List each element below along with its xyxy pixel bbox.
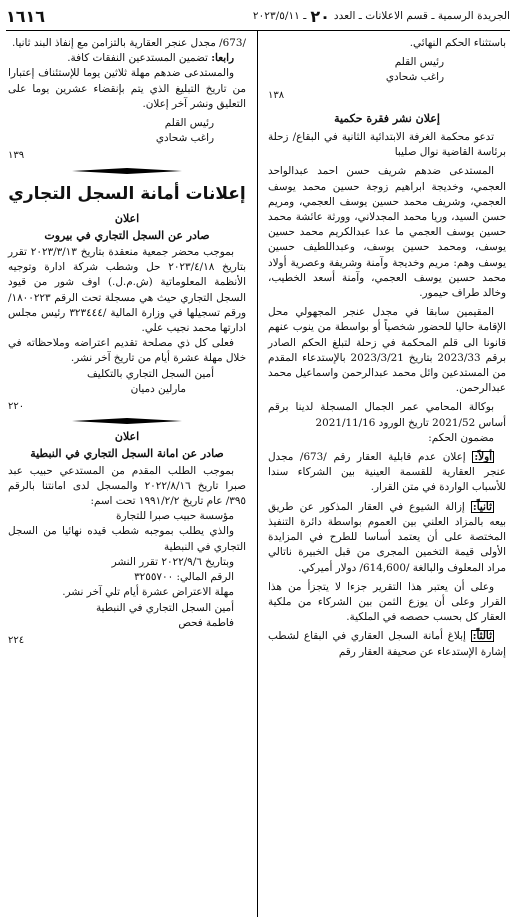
right-column — [268, 36, 506, 660]
signature-name: راغب شحادي — [385, 71, 444, 84]
section-title: إعلانات أمانة السجل التجاري — [8, 183, 246, 204]
notice-title: إعلان نشر فقرة حكمية — [334, 111, 440, 125]
signature-name: مارلين دميان — [130, 382, 186, 395]
item-text: إزالة الشيوع في العقار المذكور عن طريق بيعه بالمزاد العلني بين العموم بواسطة دائرة التنفيذ المختصة على أن يعتمد أساسا للطرح في المزايدة الأولى قيمة التخمين المجرى من قبل الخبيرة ناتالي مراد المعلوف والبالغة /614,600/ دولار أميركي. — [268, 500, 506, 574]
signature-title: رئيس القلم — [394, 56, 444, 69]
ad-number: ١٣٨ — [268, 89, 285, 101]
ad-number: ٢٢٠ — [8, 401, 25, 413]
item-text: إعلان عدم قابلية العقار رقم /673/ مجدل عنجر العقارية للقسمة العينية بين الشركاء سندا للأسباب الواردة في متن القرار. — [268, 451, 506, 494]
signature-title: رئيس القلم — [164, 117, 214, 130]
ornament-divider — [8, 417, 246, 425]
notice-paragraph: المستدعى ضدهم شريف حسن احمد عبدالواحد العجمي، وخديجة ابراهيم زوجة حسين محمد يوسف العجمي، وشريف محمد حسين يوسف العجمي، ومريم حسن السيد، وريا محمد المجدلاني، وورثة عائشة محمد حسين يوسف العجمي ما عدا عبدالكريم محمد حسين يوسف، ومحمد حسين يوسف، وعبداللطيف حسين يوسف وهم: مريم وخديجة وآمنة وشريفة وعصرية أولاد محمد حسين يوسف العجمي، وآمنة أسعد الخطيب، وخالد طراف حيمور. — [268, 165, 506, 300]
ad-paragraph: والذي يطلب بموجبه شطب قيده نهائيا من السجل التجاري في النبطية — [8, 525, 246, 553]
ad-paragraph: فعلى كل ذي مصلحة تقديم اعتراضه وملاحظاته في خلال مهلة عشرة أيام من تاريخ آخر نشر. — [8, 337, 246, 365]
continued-text: /673/ مجدل عنجر العقارية بالتزامن مع إنفاذ البند ثانيا. — [11, 37, 246, 49]
judgment-item-fourth — [8, 51, 246, 66]
appeal-text: والمستدعى ضدهم مهلة ثلاثين يوما للإستئناف إعتبارا من تاريخ التبليغ الذي يتم بإنقضاء عشرين يوما على التعليق ونشر آخر إعلان. — [8, 67, 246, 110]
judgment-item-third — [268, 629, 506, 659]
issue-number: ٢٠ — [310, 7, 330, 27]
ad-number: ٢٢٤ — [8, 634, 25, 646]
notice-intro: تدعو محكمة الغرفة الابتدائية الثانية في البقاع/ زحلة برئاسة القاضية نوال صليبا — [268, 131, 506, 159]
item-text: إبلاغ أمانة السجل العقاري في البقاع لشطب إشارة الإستدعاء عن صحيفة العقار رقم — [268, 630, 506, 658]
notice-paragraph: المقيمين سابقا في مجدل عنجر المجهولي محل الإقامة حاليا للحضور شخصياً أو بواسطة من ينوب عنهم قانونا الى قلم المحكمة في زحلة لتبلغ الحكم الصادر برقم 2023/33 بتاريخ 2023/3/21 بالإستدعاء المقدم من المستدعين وائل محمد عبدالرحمن واسماعيل محمد عبدالرحمن. — [268, 306, 506, 395]
ad-paragraph: مؤسسة حبيب صبرا للتجارة — [116, 510, 234, 523]
ad-paragraph: الرقم المالي: ٣٢٥٥٧٠٠ — [134, 571, 234, 584]
ad-paragraph: بموجب الطلب المقدم من المستدعي حبيب عبد صبرا تاريخ ٢٠٢٢/٨/١٦ والمسجل لدى امانتنا بالرقم ٣٩٥/ عام تاريخ ١٩٩١/٢/٢ تحت اسم: — [8, 464, 246, 508]
ad-paragraph: وبتاريخ ٢٠٢٢/٩/٦ تقرر النشر — [111, 555, 234, 568]
signature-name: راغب شحادي — [155, 132, 214, 145]
page-number: ١٦١٦ — [6, 7, 46, 27]
notice-paragraph: بوكالة المحامي عمر الجمال المسجلة لدينا برقم أساس 2021/52 تاريخ الورود 2021/11/16 — [268, 401, 506, 429]
ad-paragraph: بموجب محضر جمعية منعقدة بتاريخ ٢٠٢٣/٣/١٣ تقرر بتاريخ ٢٠٢٣/٤/١٨ حل وشطب شركة ادارة وتوجيه الأنظمة المعلوماتية (ش.م.ل.) اوف شور من قيود السجل التجاري حيث هي مسجلة تحت الرقم ١٨٠٠٢٢٣/ ورقم تسجيلها في وزارة المالية /٣٢٣٤٤٤ رئيس مجلس ادارتها محمد نجيب علي. — [8, 246, 246, 335]
column-divider — [257, 31, 258, 917]
page-header — [6, 4, 510, 31]
ad-label: اعلان — [114, 211, 140, 225]
judgment-item-first — [268, 450, 506, 496]
item-label: ثانياً: — [472, 500, 492, 513]
judgment-heading: مضمون الحكم: — [428, 431, 494, 444]
item-label: ثالثاً: — [472, 630, 492, 643]
issue-date: ـ ٢٠٢٣/٥/١١ — [252, 10, 307, 23]
ad-title: صادر عن السجل التجاري في بيروت — [44, 228, 210, 242]
ad-title: صادر عن امانة السجل التجاري في النبطية — [30, 447, 224, 461]
ad-paragraph: مهلة الاعتراض عشرة أيام تلي آخر نشر. — [62, 586, 234, 599]
gazette-title: الجريدة الرسمية ـ قسم الاعلانات ـ العدد — [333, 10, 510, 23]
item-text: تضمين المستدعين النفقات كافة. — [67, 52, 212, 65]
item-label: أولاً: — [474, 451, 492, 464]
judgment-item-second — [268, 500, 506, 576]
ornament-divider — [8, 167, 246, 175]
signature-title: أمين السجل التجاري بالتكليف — [87, 367, 214, 380]
header-title — [252, 7, 510, 27]
notice-paragraph: وعلى أن يعتبر هذا التقرير جزءا لا يتجزأ من هذا القرار وعلى أن يوزع الثمن بين الشركاء من ملكية العقار كل بحسب حصصه في الملكية. — [268, 580, 506, 624]
ad-number: ١٣٩ — [8, 150, 25, 162]
left-column — [8, 36, 246, 648]
ad-label: اعلان — [114, 430, 140, 444]
item-label: رابعا: — [211, 52, 234, 65]
signature-title: أمين السجل التجاري في النبطية — [95, 601, 234, 614]
continued-text: باستثناء الحكم النهائي. — [409, 37, 506, 49]
signature-name: فاطمة فحص — [178, 616, 234, 629]
